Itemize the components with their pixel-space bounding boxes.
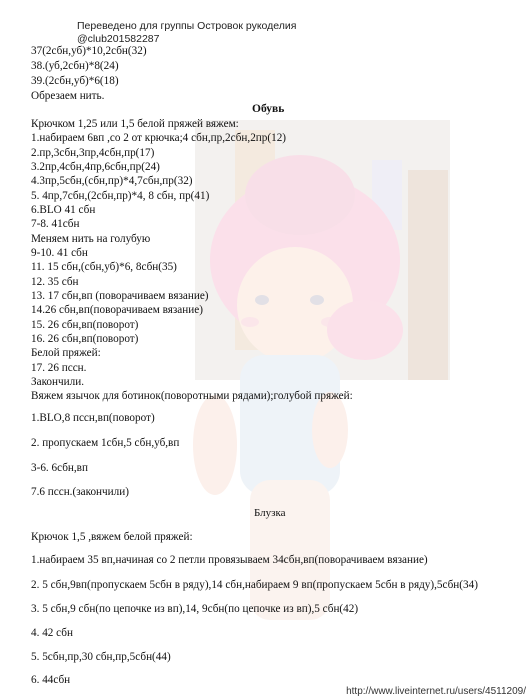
text-line: 15. 26 сбн,вп(поворот) [31,319,139,331]
text-line: Обрезаем нить. [31,90,105,102]
text-line: 2.пр,3сбн,3пр,4сбн,пр(17) [31,147,155,159]
section-title-shoes: Обувь [252,103,285,115]
text-line: 17. 26 пссн. [31,362,87,374]
text-line: 13. 17 сбн,вп (поворачиваем вязание) [31,290,209,302]
text-line: 7.6 пссн.(закончили) [31,486,129,498]
text-line: Белой пряжей: [31,347,101,359]
text-line: 37(2сбн,уб)*10,2сбн(32) [31,45,147,57]
text-line: 5. 4пр,7сбн,(2сбн,пр)*4, 8 сбн, пр(41) [31,190,210,202]
text-line: 3. 5 сбн,9 сбн(по цепочке из вп),14, 9сбн(по цепочке из вп),5 сбн(42) [31,603,359,615]
text-line: 12. 35 сбн [31,276,79,288]
text-line: 14.26 сбн,вп(поворачиваем вязание) [31,304,203,316]
text-line: 3.2пр,4сбн,4пр,6сбн,пр(24) [31,161,160,173]
text-line: 4.3пр,5сбн,(сбн,пр)*4,7сбн,пр(32) [31,175,193,187]
text-line: Закончили. [31,376,84,388]
text-line: 2. пропускаем 1сбн,5 сбн,уб,вп [31,437,180,449]
text-line: 38.(уб,2сбн)*8(24) [31,60,119,72]
text-line: 1.BLO,8 пссн,вп(поворот) [31,412,155,424]
text-line: 5. 5сбн,пр,30 сбн,пр,5сбн(44) [31,651,171,663]
source-url: http://www.liveinternet.ru/users/4511209/ [346,686,526,697]
text-line: Крючок 1,5 ,вяжем белой пряжей: [31,531,193,543]
group-credit-line1: Переведено для группы Островок рукоделия [77,20,297,32]
text-line: 9-10. 41 сбн [31,247,88,259]
text-line: Крючком 1,25 или 1,5 белой пряжей вяжем: [31,118,239,130]
text-line: Вяжем язычок для ботинок(поворотными рядами);голубой пряжей: [31,390,353,402]
text-line: 6.BLO 41 сбн [31,204,96,216]
group-credit-line2: @club201582287 [77,33,160,45]
text-line: 39.(2сбн,уб)*6(18) [31,75,119,87]
text-line: 1.набираем 6вп ,со 2 от крючка;4 сбн,пр,2сбн,2пр(12) [31,132,287,144]
text-line: 4. 42 сбн [31,627,73,639]
text-line: 3-6. 6сбн,вп [31,462,88,474]
text-line: 1.набираем 35 вп,начиная со 2 петли провязываем 34сбн,вп(поворачиваем вязание) [31,554,428,566]
text-line: 6. 44сбн [31,674,71,686]
text-line: 7-8. 41сбн [31,218,80,230]
group-credit [77,20,296,46]
text-line: 11. 15 сбн,(сбн,уб)*6, 8сбн(35) [31,261,177,273]
text-line: 2. 5 сбн,9вп(пропускаем 5сбн в ряду),14 сбн,набираем 9 вп(пропускаем 5сбн в ряду),5сбн(34) [31,579,478,591]
text-line: 16. 26 сбн,вп(поворот) [31,333,139,345]
section-title-blouse: Блузка [254,507,286,519]
text-line: Меняем нить на голубую [31,233,151,245]
